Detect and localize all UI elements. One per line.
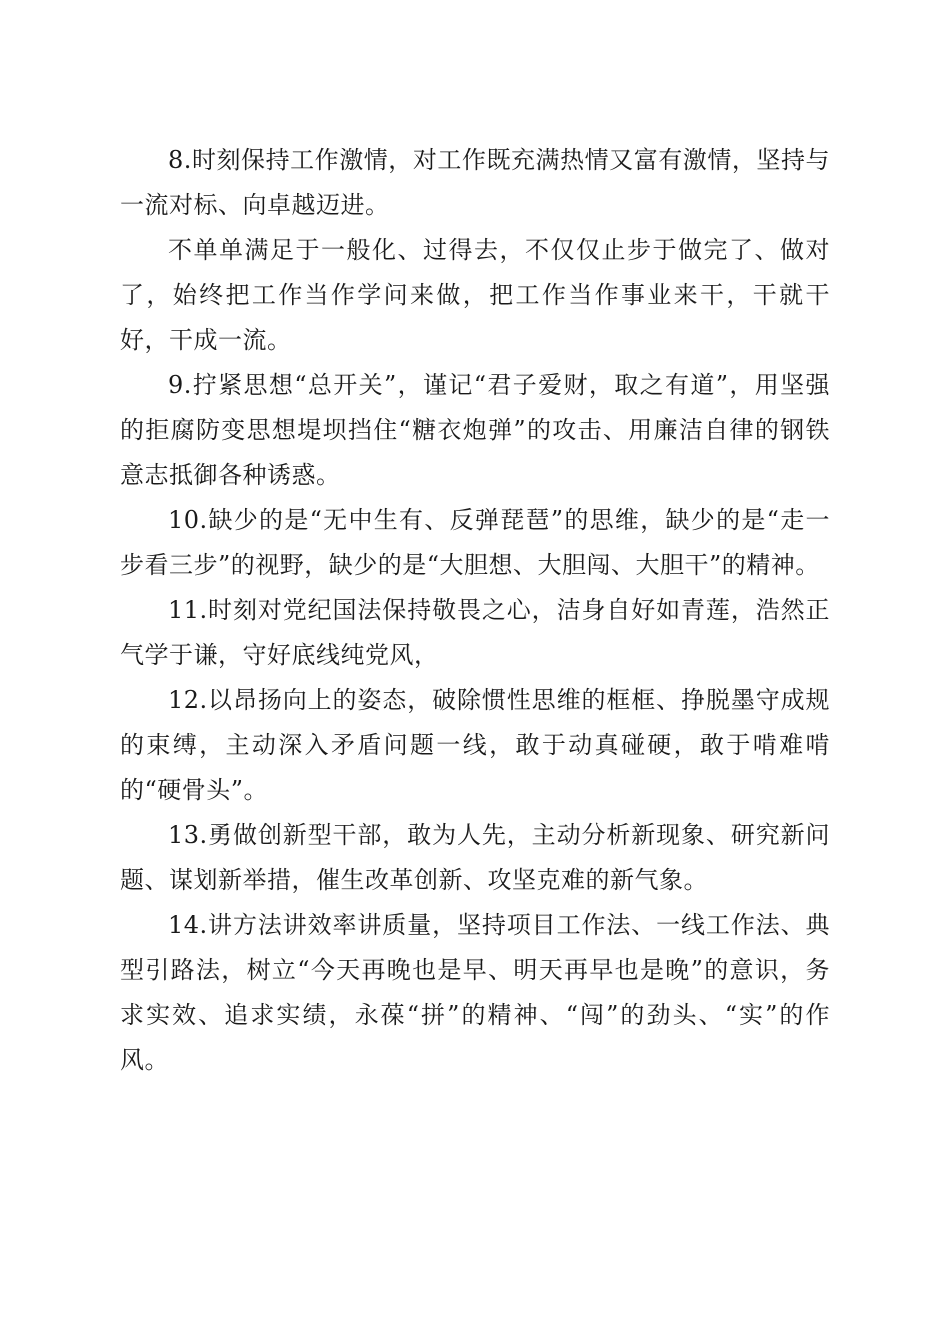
document-body: [120, 138, 830, 1083]
paragraph-item-14: 14.讲方法讲效率讲质量，坚持项目工作法、一线工作法、典型引路法，树立“今天再晚也是早、明天再早也是晚”的意识，务求实效、追求实绩，永葆“拼”的精神、“闯”的劲头、“实”的作风。: [120, 911, 830, 1074]
paragraph-item-10: 10.缺少的是“无中生有、反弹琵琶”的思维，缺少的是“走一步看三步”的视野，缺少的是“大胆想、大胆闯、大胆干”的精神。: [120, 506, 830, 579]
paragraph-item-12: 12.以昂扬向上的姿态，破除惯性思维的框框、挣脱墨守成规的束缚，主动深入矛盾问题一线，敢于动真碰硬，敢于啃难啃的“硬骨头”。: [120, 686, 830, 804]
paragraph-item-9: 9.拧紧思想“总开关”，谨记“君子爱财，取之有道”，用坚强的拒腐防变思想堤坝挡住“糖衣炮弹”的攻击、用廉洁自律的钢铁意志抵御各种诱惑。: [120, 371, 830, 489]
paragraph-item-11: 11.时刻对党纪国法保持敬畏之心，洁身自好如青莲，浩然正气学于谦，守好底线纯党风，: [120, 596, 830, 669]
paragraph-item-8: 8.时刻保持工作激情，对工作既充满热情又富有激情，坚持与一流对标、向卓越迈进。: [120, 146, 830, 219]
paragraph-item-13: 13.勇做创新型干部，敢为人先，主动分析新现象、研究新问题、谋划新举措，催生改革创新、攻坚克难的新气象。: [120, 821, 830, 894]
paragraph-item-8-continued: 不单单满足于一般化、过得去，不仅仅止步于做完了、做对了，始终把工作当作学问来做，把工作当作事业来干，干就干好，干成一流。: [120, 236, 830, 354]
